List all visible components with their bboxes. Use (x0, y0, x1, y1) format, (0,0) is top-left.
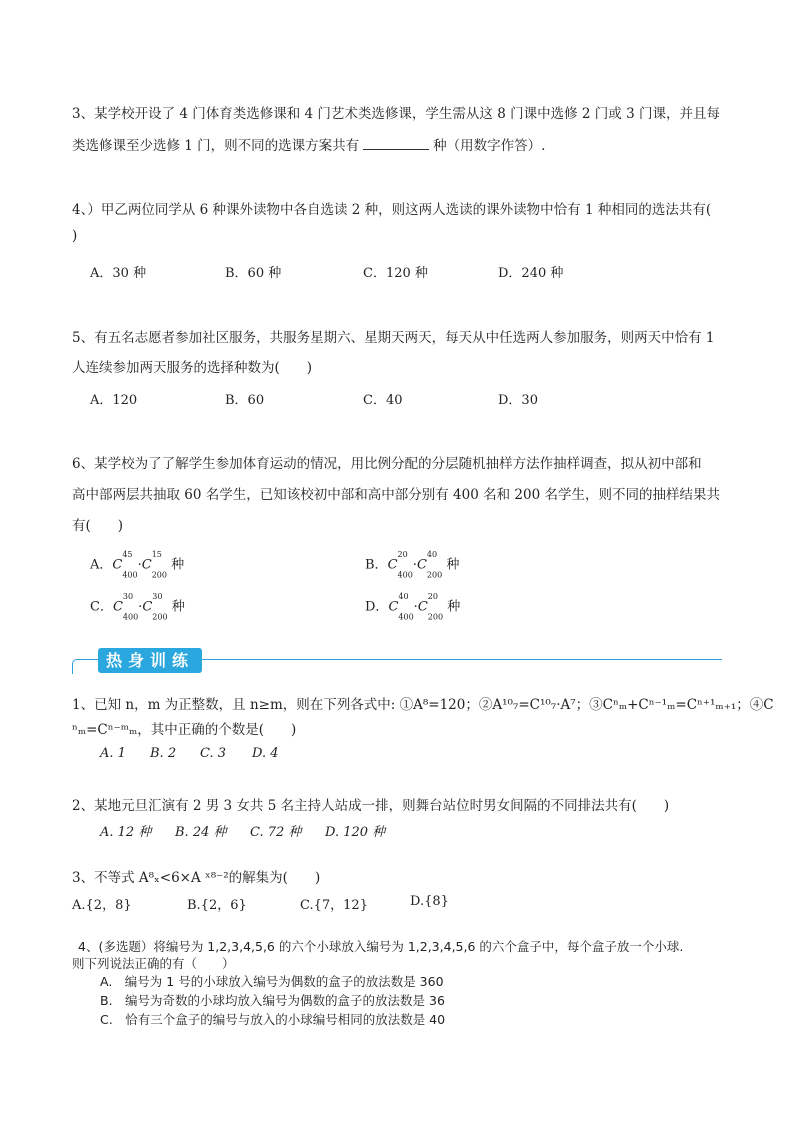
q6-line1: 6、某学校为了了解学生参加体育运动的情况，用比例分配的分层随机抽样方法作抽样调查，拟从初中部和 (72, 456, 702, 472)
q6-line3: 有( ) (72, 518, 124, 534)
section-title: 热身训练 (98, 648, 202, 673)
w3-option-b: B.{2，6} (187, 898, 247, 913)
q6-d-sub2: 200 (427, 612, 444, 622)
q6-d-sub1: 400 (398, 612, 414, 622)
q3-line1: 3、某学校开设了 4 门体育类选修课和 4 门艺术类选修课，学生需从这 8 门课中选修 2 门或 3 门课，并且每 (72, 106, 720, 122)
q4-option-c: C．120 种 (363, 266, 428, 281)
q6-a-sup2: 15 (151, 550, 162, 559)
q6-line2: 高中部两层共抽取 60 名学生，已知该校初中部和高中部分别有 400 名和 200 名学生，则不同的抽样结果共 (72, 487, 720, 503)
w3-line1: 3、不等式 A⁸ₓ<6×A ˣ⁸⁻²的解集为( ) (72, 870, 321, 886)
w2-line1: 2、某地元旦汇演有 2 男 3 女共 5 名主持人站成一排，则舞台站位时男女间隔的不同排法共有( ) (72, 798, 670, 814)
w4-line1: 4、(多选题）将编号为 1,2,3,4,5,6 的六个小球放入编号为 1,2,3,4,5,6 的六个盒子中，每个盒子放一个小球. (78, 939, 684, 954)
w4-line2: 则下列说法正确的有（ ） (72, 956, 235, 971)
w3-option-d: D.{8} (410, 894, 449, 909)
w3-option-c: C.{7，12} (300, 898, 368, 913)
w1-option-d: D. 4 (252, 746, 279, 761)
q6-option-a-label: A． (90, 557, 113, 573)
q5-line1: 5、有五名志愿者参加社区服务，共服务星期六、星期天两天，每天从中任选两人参加服务，则两天中恰有 1 (72, 330, 715, 346)
q6-option-b-label: B． (365, 557, 388, 573)
q6-option-a: A．$C^{45}$ $_{400}\cdot C^{15}$ $_{200}$ 种 (90, 550, 185, 580)
q4-option-d: D．240 种 (498, 266, 564, 281)
w2-option-b: B. 24 种 (175, 825, 227, 840)
w2-option-d: D. 120 种 (325, 825, 386, 840)
q6-option-d: D．$C^{40}$ $_{400}\cdot C^{20}$ $_{200}$ 种 (365, 592, 461, 622)
w4-option-b: B. 编号为奇数的小球均放入编号为偶数的盒子的放法数是 36 (100, 993, 445, 1008)
q5-option-d: D．30 (498, 393, 538, 408)
q6-c-sup2: 30 (152, 592, 163, 601)
q6-c-sup1: 30 (122, 592, 134, 601)
q5-option-b: B．60 (225, 393, 265, 408)
w2-option-a: A. 12 种 (100, 825, 152, 840)
w1-option-c: C. 3 (200, 746, 227, 761)
q6-b-suffix: 种 (446, 557, 460, 573)
w3-option-a: A.{2，8} (72, 898, 132, 913)
answer-blank (363, 137, 429, 150)
w1-option-a: A. 1 (100, 746, 126, 761)
q6-b-sup2: 40 (426, 550, 438, 559)
q6-a-sub1: 400 (122, 570, 138, 580)
q6-d-suffix: 种 (447, 599, 461, 615)
w2-option-c: C. 72 种 (250, 825, 302, 840)
q6-c-sub1: 400 (122, 612, 139, 622)
q6-option-c-label: C． (90, 599, 113, 615)
q6-a-sup1: 45 (122, 550, 133, 559)
q4-line1: 4、）甲乙两位同学从 6 种课外读物中各自选读 2 种，则这两人选读的课外读物中恰有 1 种相同的选法共有( (72, 202, 712, 218)
q6-option-b: B．$C^{20}$ $_{400}\cdot C^{40}$ $_{200}$ 种 (365, 550, 460, 580)
section-divider-hook (72, 659, 79, 674)
q6-option-d-label: D． (365, 599, 389, 615)
w4-option-a: A. 编号为 1 号的小球放入编号为偶数的盒子的放法数是 360 (100, 974, 444, 989)
q4-line2: ) (72, 228, 78, 244)
q6-d-sup2: 20 (427, 592, 438, 601)
q3-line2-before: 类选修课至少选修 1 门，则不同的选课方案共有 (72, 138, 360, 154)
w1-option-b: B. 2 (150, 746, 177, 761)
q4-option-a: A．30 种 (90, 266, 147, 281)
w1-line1: 1、已知 n，m 为正整数，且 n≥m，则在下列各式中: ①A⁸=120；②A¹⁰₇=C¹⁰₇·A⁷；③Cⁿₘ+Cⁿ⁻¹ₘ=Cⁿ⁺¹ₘ₊₁；④C (72, 697, 774, 713)
q5-option-c: C．40 (363, 393, 403, 408)
q6-d-sup1: 40 (398, 592, 409, 601)
q6-c-sub2: 200 (152, 612, 168, 622)
q6-a-suffix: 种 (171, 557, 185, 573)
q6-b-sup1: 20 (397, 550, 408, 559)
w1-line2: ⁿₘ=Cⁿ⁻ᵐₘ，其中正确的个数是( ) (72, 722, 297, 738)
q5-line2: 人连续参加两天服务的选择种数为( ) (72, 360, 313, 376)
q6-option-c: C．$C^{30}$ $_{400}\cdot C^{30}$ $_{200}$ 种 (90, 592, 185, 622)
q6-a-sub2: 200 (151, 570, 167, 580)
q4-option-b: B．60 种 (225, 266, 282, 281)
q5-option-a: A．120 (90, 393, 138, 408)
q6-c-suffix: 种 (171, 599, 185, 615)
q3-line2 (72, 134, 545, 154)
q6-b-sub1: 400 (397, 570, 413, 580)
q6-b-sub2: 200 (426, 570, 443, 580)
w4-option-c: C. 恰有三个盒子的编号与放入的小球编号相同的放法数是 40 (100, 1012, 446, 1027)
q3-line2-after: 种（用数字作答）. (433, 138, 546, 154)
